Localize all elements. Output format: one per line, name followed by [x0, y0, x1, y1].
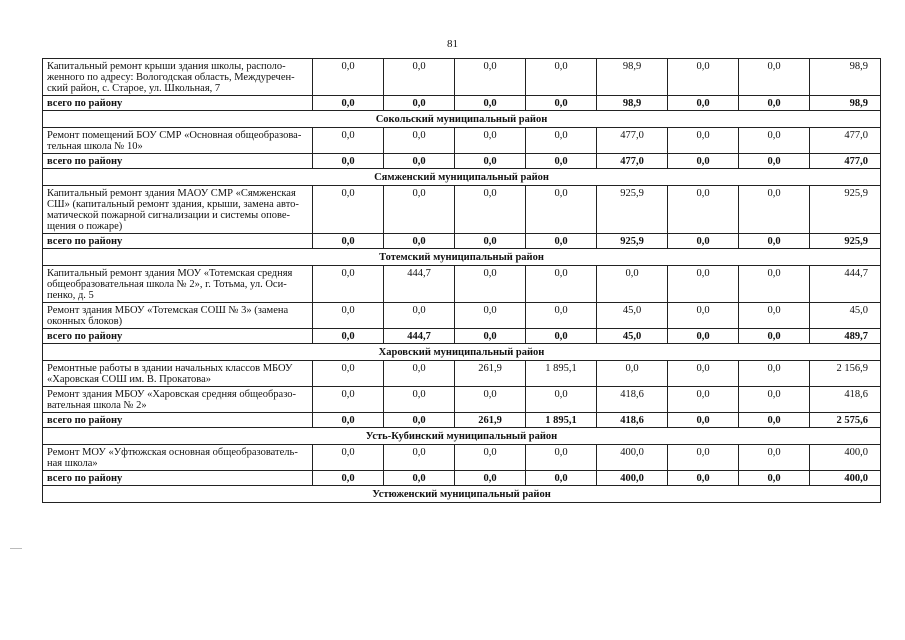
- value-cell: 0,0: [313, 413, 384, 428]
- value-cell: 0,0: [384, 96, 455, 111]
- value-cell: 2 156,9: [810, 361, 881, 387]
- value-cell: 477,0: [810, 154, 881, 169]
- value-cell: 0,0: [668, 471, 739, 486]
- value-cell: 418,6: [597, 413, 668, 428]
- value-cell: 477,0: [597, 128, 668, 154]
- value-cell: 477,0: [597, 154, 668, 169]
- value-cell: 925,9: [597, 186, 668, 234]
- value-cell: 261,9: [455, 413, 526, 428]
- total-label: всего по району: [43, 329, 313, 344]
- district-header-row: [43, 111, 881, 128]
- value-cell: 0,0: [739, 329, 810, 344]
- value-cell: 0,0: [313, 387, 384, 413]
- value-cell: 925,9: [810, 234, 881, 249]
- value-cell: 444,7: [384, 329, 455, 344]
- value-cell: 0,0: [668, 413, 739, 428]
- value-cell: 1 895,1: [526, 413, 597, 428]
- value-cell: 0,0: [739, 234, 810, 249]
- table-row: [43, 186, 881, 234]
- value-cell: 0,0: [384, 471, 455, 486]
- value-cell: 400,0: [810, 445, 881, 471]
- value-cell: 0,0: [313, 303, 384, 329]
- value-cell: 0,0: [313, 154, 384, 169]
- district-total-row: [43, 234, 881, 249]
- value-cell: 489,7: [810, 329, 881, 344]
- district-header-row: [43, 486, 881, 503]
- item-name: Капитальный ремонт крыши здания школы, располо-женного по адресу: Вологодская область, Междуречен-ский район, с. Старое, ул. Школьная, 7: [43, 59, 313, 96]
- district-total-row: [43, 329, 881, 344]
- district-name: Усть-Кубинский муниципальный район: [43, 428, 881, 445]
- district-name: Устюженский муниципальный район: [43, 486, 881, 503]
- value-cell: 0,0: [313, 445, 384, 471]
- value-cell: 418,6: [597, 387, 668, 413]
- value-cell: 444,7: [384, 266, 455, 303]
- value-cell: 0,0: [455, 234, 526, 249]
- value-cell: 0,0: [384, 154, 455, 169]
- value-cell: 0,0: [526, 128, 597, 154]
- value-cell: 0,0: [313, 471, 384, 486]
- total-label: всего по району: [43, 413, 313, 428]
- value-cell: 0,0: [526, 303, 597, 329]
- value-cell: 925,9: [810, 186, 881, 234]
- value-cell: 444,7: [810, 266, 881, 303]
- district-name: Тотемский муниципальный район: [43, 249, 881, 266]
- value-cell: 0,0: [668, 186, 739, 234]
- table-row: [43, 445, 881, 471]
- value-cell: 98,9: [810, 96, 881, 111]
- value-cell: 45,0: [597, 329, 668, 344]
- value-cell: 0,0: [526, 266, 597, 303]
- district-total-row: [43, 154, 881, 169]
- value-cell: 0,0: [739, 413, 810, 428]
- value-cell: 98,9: [810, 59, 881, 96]
- value-cell: 0,0: [455, 128, 526, 154]
- value-cell: 0,0: [313, 234, 384, 249]
- value-cell: 0,0: [668, 154, 739, 169]
- district-total-row: [43, 96, 881, 111]
- value-cell: 0,0: [384, 128, 455, 154]
- value-cell: 98,9: [597, 59, 668, 96]
- item-name: Ремонт МОУ «Уфтюжская основная общеобразователь-ная школа»: [43, 445, 313, 471]
- value-cell: 0,0: [739, 387, 810, 413]
- value-cell: 0,0: [526, 445, 597, 471]
- value-cell: 0,0: [668, 361, 739, 387]
- value-cell: 0,0: [384, 445, 455, 471]
- value-cell: 0,0: [739, 471, 810, 486]
- budget-table: [42, 58, 881, 503]
- value-cell: 0,0: [455, 59, 526, 96]
- total-label: всего по району: [43, 96, 313, 111]
- value-cell: 0,0: [455, 186, 526, 234]
- table-row: [43, 59, 881, 96]
- item-name: Ремонтные работы в здании начальных классов МБОУ «Харовская СОШ им. В. Прокатова»: [43, 361, 313, 387]
- value-cell: 0,0: [455, 329, 526, 344]
- value-cell: 0,0: [668, 59, 739, 96]
- scan-edge-mark: [10, 548, 22, 549]
- item-name: Ремонт здания МБОУ «Харовская средняя общеобразо-вательная школа № 2»: [43, 387, 313, 413]
- value-cell: 925,9: [597, 234, 668, 249]
- value-cell: 0,0: [739, 128, 810, 154]
- value-cell: 0,0: [739, 186, 810, 234]
- value-cell: 400,0: [597, 471, 668, 486]
- value-cell: 477,0: [810, 128, 881, 154]
- value-cell: 0,0: [739, 154, 810, 169]
- value-cell: 0,0: [739, 361, 810, 387]
- table-row: [43, 266, 881, 303]
- value-cell: 0,0: [526, 186, 597, 234]
- value-cell: 0,0: [455, 387, 526, 413]
- item-name: Капитальный ремонт здания МОУ «Тотемская средняя общеобразовательная школа № 2», г. Тотьма, ул. Оси-пенко, д. 5: [43, 266, 313, 303]
- district-header-row: [43, 428, 881, 445]
- value-cell: 0,0: [668, 128, 739, 154]
- value-cell: 0,0: [739, 266, 810, 303]
- value-cell: 0,0: [384, 186, 455, 234]
- value-cell: 0,0: [455, 303, 526, 329]
- value-cell: 0,0: [455, 471, 526, 486]
- page-number: 81: [447, 38, 458, 50]
- value-cell: 0,0: [313, 361, 384, 387]
- value-cell: 0,0: [526, 59, 597, 96]
- value-cell: 0,0: [668, 387, 739, 413]
- value-cell: 400,0: [810, 471, 881, 486]
- value-cell: 0,0: [384, 303, 455, 329]
- value-cell: 0,0: [384, 234, 455, 249]
- value-cell: 0,0: [526, 387, 597, 413]
- value-cell: 0,0: [455, 154, 526, 169]
- value-cell: 0,0: [384, 413, 455, 428]
- value-cell: 0,0: [597, 266, 668, 303]
- value-cell: 0,0: [455, 96, 526, 111]
- item-name: Ремонт помещений БОУ СМР «Основная общеобразова-тельная школа № 10»: [43, 128, 313, 154]
- total-label: всего по району: [43, 471, 313, 486]
- value-cell: 0,0: [455, 445, 526, 471]
- value-cell: 1 895,1: [526, 361, 597, 387]
- value-cell: 0,0: [384, 59, 455, 96]
- value-cell: 400,0: [597, 445, 668, 471]
- value-cell: 0,0: [668, 329, 739, 344]
- value-cell: 98,9: [597, 96, 668, 111]
- total-label: всего по району: [43, 154, 313, 169]
- value-cell: 0,0: [739, 59, 810, 96]
- value-cell: 0,0: [668, 303, 739, 329]
- value-cell: 418,6: [810, 387, 881, 413]
- value-cell: 0,0: [597, 361, 668, 387]
- value-cell: 2 575,6: [810, 413, 881, 428]
- district-name: Харовский муниципальный район: [43, 344, 881, 361]
- value-cell: 0,0: [668, 266, 739, 303]
- value-cell: 0,0: [313, 96, 384, 111]
- value-cell: 261,9: [455, 361, 526, 387]
- table-row: [43, 387, 881, 413]
- district-header-row: [43, 169, 881, 186]
- district-total-row: [43, 471, 881, 486]
- value-cell: 0,0: [668, 234, 739, 249]
- item-name: Ремонт здания МБОУ «Тотемская СОШ № 3» (замена оконных блоков): [43, 303, 313, 329]
- value-cell: 45,0: [597, 303, 668, 329]
- value-cell: 0,0: [668, 445, 739, 471]
- value-cell: 0,0: [526, 96, 597, 111]
- item-name: Капитальный ремонт здания МАОУ СМР «Сямженская СШ» (капитальный ремонт здания, крыши, замена авто-матической пожарной сигнализации и системы опове-щения о пожаре): [43, 186, 313, 234]
- district-header-row: [43, 249, 881, 266]
- value-cell: 0,0: [455, 266, 526, 303]
- district-total-row: [43, 413, 881, 428]
- district-name: Сямженский муниципальный район: [43, 169, 881, 186]
- value-cell: 0,0: [313, 329, 384, 344]
- value-cell: 0,0: [384, 387, 455, 413]
- value-cell: 0,0: [526, 234, 597, 249]
- value-cell: 0,0: [313, 266, 384, 303]
- table-row: [43, 361, 881, 387]
- value-cell: 0,0: [739, 303, 810, 329]
- value-cell: 0,0: [313, 59, 384, 96]
- value-cell: 0,0: [313, 186, 384, 234]
- value-cell: 0,0: [384, 361, 455, 387]
- value-cell: 0,0: [526, 154, 597, 169]
- value-cell: 0,0: [526, 329, 597, 344]
- district-header-row: [43, 344, 881, 361]
- value-cell: 45,0: [810, 303, 881, 329]
- table-row: [43, 128, 881, 154]
- value-cell: 0,0: [313, 128, 384, 154]
- value-cell: 0,0: [526, 471, 597, 486]
- table-row: [43, 303, 881, 329]
- value-cell: 0,0: [668, 96, 739, 111]
- value-cell: 0,0: [739, 445, 810, 471]
- district-name: Сокольский муниципальный район: [43, 111, 881, 128]
- total-label: всего по району: [43, 234, 313, 249]
- value-cell: 0,0: [739, 96, 810, 111]
